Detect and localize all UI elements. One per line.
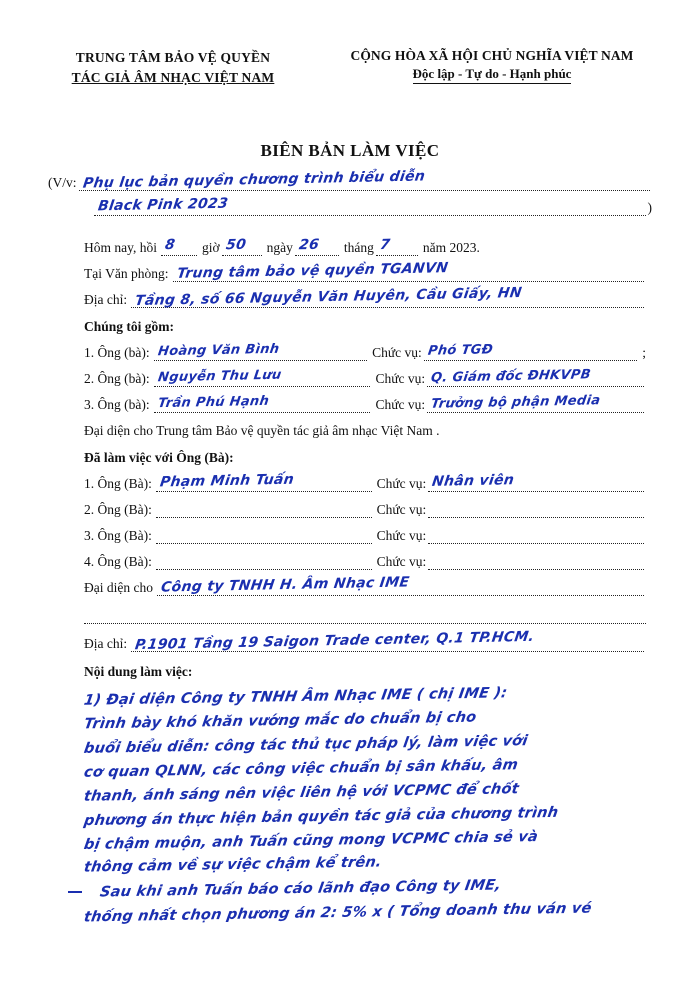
organization-block — [48, 48, 298, 89]
office-label: Tại Văn phòng: — [84, 265, 169, 281]
worked-with-person-name-field — [156, 528, 372, 544]
worked-with-role-label: Chức vụ: — [376, 501, 427, 517]
handwritten-line — [84, 804, 646, 828]
we-are-person-name: Nguyễn Thu Lưu — [156, 367, 283, 385]
we-are-label: Chúng tôi gồm: — [84, 318, 175, 334]
document-title: BIÊN BẢN LÀM VIỆC — [260, 140, 440, 160]
handwritten-line — [84, 828, 646, 852]
handwritten-line — [84, 756, 646, 780]
handwritten-text: 1) Đại diện Công ty TNHH Âm Nhạc IME ( chị IME ): — [82, 684, 509, 709]
represent-for-field — [157, 573, 644, 596]
we-are-person-name-field — [154, 393, 371, 413]
organization-line-2: TÁC GIẢ ÂM NHẠC VIỆT NAM — [71, 70, 275, 86]
handwritten-text: buổi biểu diễn: công tác thủ tục pháp lý, làm việc với — [82, 732, 529, 757]
we-are-person-role: Q. Giám đốc ĐHKVPB — [430, 366, 592, 386]
datetime-row — [84, 236, 646, 256]
handwritten-line — [84, 900, 646, 924]
worked-with-label: Đã làm việc với Ông (Bà): — [84, 449, 234, 465]
worked-with-person-row — [84, 502, 646, 518]
document-body — [48, 236, 652, 925]
month-label: tháng — [343, 239, 374, 255]
national-motto: Độc lập - Tự do - Hạnh phúc — [413, 66, 572, 84]
counterparty-address-field — [131, 628, 644, 653]
worked-with-person-row — [84, 528, 646, 544]
counterparty-address-value: P.1901 Tầng 19 Saigon Trade center, Q.1 TP.HCM. — [134, 628, 536, 653]
handwritten-line — [84, 780, 646, 804]
office-value: Trung tâm bảo vệ quyền TGANVN — [175, 259, 449, 282]
subject-value-line-2-field — [94, 195, 646, 216]
subject-label: (V/v: — [48, 174, 77, 190]
we-are-person-name: Trần Phú Hạnh — [156, 393, 270, 411]
day-label: ngày — [266, 239, 293, 255]
we-are-person-name: Hoàng Văn Bình — [156, 341, 280, 359]
we-are-person-index: 2. Ông (bà): — [84, 370, 150, 386]
worked-with-person-index: 1. Ông (Bà): — [84, 475, 152, 491]
worked-with-person-name-field — [156, 554, 372, 570]
hour-field — [161, 236, 197, 256]
we-are-person-index: 3. Ông (bà): — [84, 396, 150, 412]
worked-with-person-role: Nhân viên — [431, 471, 516, 490]
worked-with-person-index: 2. Ông (Bà): — [84, 501, 152, 517]
we-are-person-role-field — [427, 392, 644, 413]
year-label: năm 2023. — [422, 239, 480, 255]
handwritten-line — [84, 852, 646, 876]
minute-value: 50 — [224, 236, 247, 253]
address-label: Địa chỉ: — [84, 291, 128, 307]
worked-with-role-label: Chức vụ: — [376, 475, 427, 491]
worked-with-role-label: Chức vụ: — [376, 527, 427, 543]
we-are-represent-text: Đại diện cho Trung tâm Bảo vệ quyền tác giả âm nhạc Việt Nam . — [84, 422, 440, 438]
handwritten-content-area — [84, 684, 646, 924]
worked-with-person-name-field — [156, 471, 372, 492]
we-are-person-index: 1. Ông (bà): — [84, 344, 150, 360]
worked-with-person-role-field — [428, 471, 644, 492]
worked-with-person-name-field — [156, 502, 372, 518]
worked-with-person-row — [84, 471, 646, 492]
organization-line-1: TRUNG TÂM BẢO VỆ QUYỀN — [75, 50, 271, 65]
dash-lead-mark — [68, 891, 82, 893]
address-field — [131, 284, 644, 309]
subject-value-line-2: Black Pink 2023 — [96, 195, 230, 214]
national-heading-block — [332, 48, 652, 84]
we-are-person-name-field — [154, 341, 367, 361]
we-are-person-tail: ; — [642, 344, 647, 360]
handwritten-text: bị chậm muộn, anh Tuấn cũng mong VCPMC chia sẻ và — [82, 828, 540, 853]
month-value: 7 — [378, 236, 392, 253]
worked-with-person-row — [84, 554, 646, 570]
handwritten-line — [84, 708, 646, 732]
hour-unit: giờ — [202, 239, 220, 255]
subject-value-line-1: Phụ lục bản quyền chương trình biểu diễn — [81, 167, 426, 192]
handwritten-line — [84, 732, 646, 756]
address-row — [84, 284, 646, 309]
handwritten-text: Trình bày khó khăn vướng mắc do chuẩn bị cho — [82, 709, 478, 732]
hour-value: 8 — [163, 236, 177, 253]
we-are-person-role: Trưởng bộ phận Media — [430, 392, 602, 412]
subject-close-paren: ) — [647, 199, 652, 215]
we-are-person-row — [84, 341, 647, 361]
address-value: Tầng 8, số 66 Nguyễn Văn Huyên, Cầu Giấy, HN — [134, 284, 524, 309]
represent-for-value: Công ty TNHH H. Âm Nhạc IME — [159, 573, 411, 596]
day-value: 26 — [297, 236, 321, 253]
blank-dotted-line — [84, 608, 646, 624]
we-are-person-row — [84, 392, 646, 413]
handwritten-text: thông cảm về sự việc chậm kể trên. — [82, 853, 383, 876]
worked-with-person-index: 3. Ông (Bà): — [84, 527, 152, 543]
we-are-role-label: Chức vụ: — [372, 344, 422, 360]
office-row — [84, 259, 646, 282]
we-are-role-label: Chức vụ: — [375, 396, 426, 412]
handwritten-line — [84, 876, 646, 900]
represent-for-row — [84, 573, 646, 596]
counterparty-address-row — [84, 628, 646, 653]
minute-field — [222, 236, 262, 256]
handwritten-line — [84, 684, 646, 708]
subject-block — [48, 167, 652, 216]
handwritten-text: phương án thực hiện bản quyền tác giả của chương trình — [82, 804, 560, 829]
worked-with-person-role-field — [428, 528, 644, 544]
worked-with-person-name: Phạm Minh Tuấn — [158, 471, 295, 490]
day-field — [295, 236, 339, 256]
handwritten-text: thanh, ánh sáng nên việc liên hệ với VCPMC để chốt — [82, 780, 521, 805]
document-header — [48, 48, 652, 89]
subject-value-line-1-field — [79, 167, 651, 192]
we-are-person-role-field — [424, 341, 637, 361]
office-field — [173, 259, 645, 282]
handwritten-text: cơ quan QLNN, các công việc chuẩn bị sân khấu, âm — [82, 756, 520, 781]
we-are-person-role: Phó TGĐ — [426, 341, 494, 359]
we-are-person-name-field — [154, 367, 371, 387]
we-are-person-row — [84, 366, 646, 387]
we-are-role-label: Chức vụ: — [375, 370, 426, 386]
worked-with-role-label: Chức vụ: — [376, 553, 427, 569]
handwritten-text: Sau khi anh Tuấn báo cáo lãnh đạo Công ty IME, — [98, 876, 503, 901]
datetime-prefix: Hôm nay, hồi — [84, 239, 157, 255]
national-title: CỘNG HÒA XÃ HỘI CHỦ NGHĨA VIỆT NAM — [350, 48, 634, 63]
worked-with-person-role-field — [428, 502, 644, 518]
represent-for-label: Đại diện cho — [84, 579, 153, 595]
we-are-person-role-field — [427, 366, 644, 387]
content-label: Nội dung làm việc: — [84, 663, 193, 679]
counterparty-address-label: Địa chỉ: — [84, 635, 128, 651]
worked-with-person-index: 4. Ông (Bà): — [84, 553, 152, 569]
month-field — [376, 236, 418, 256]
worked-with-person-role-field — [428, 554, 644, 570]
handwritten-text: thống nhất chọn phương án 2: 5% x ( Tổng doanh thu ván vé — [82, 900, 593, 925]
